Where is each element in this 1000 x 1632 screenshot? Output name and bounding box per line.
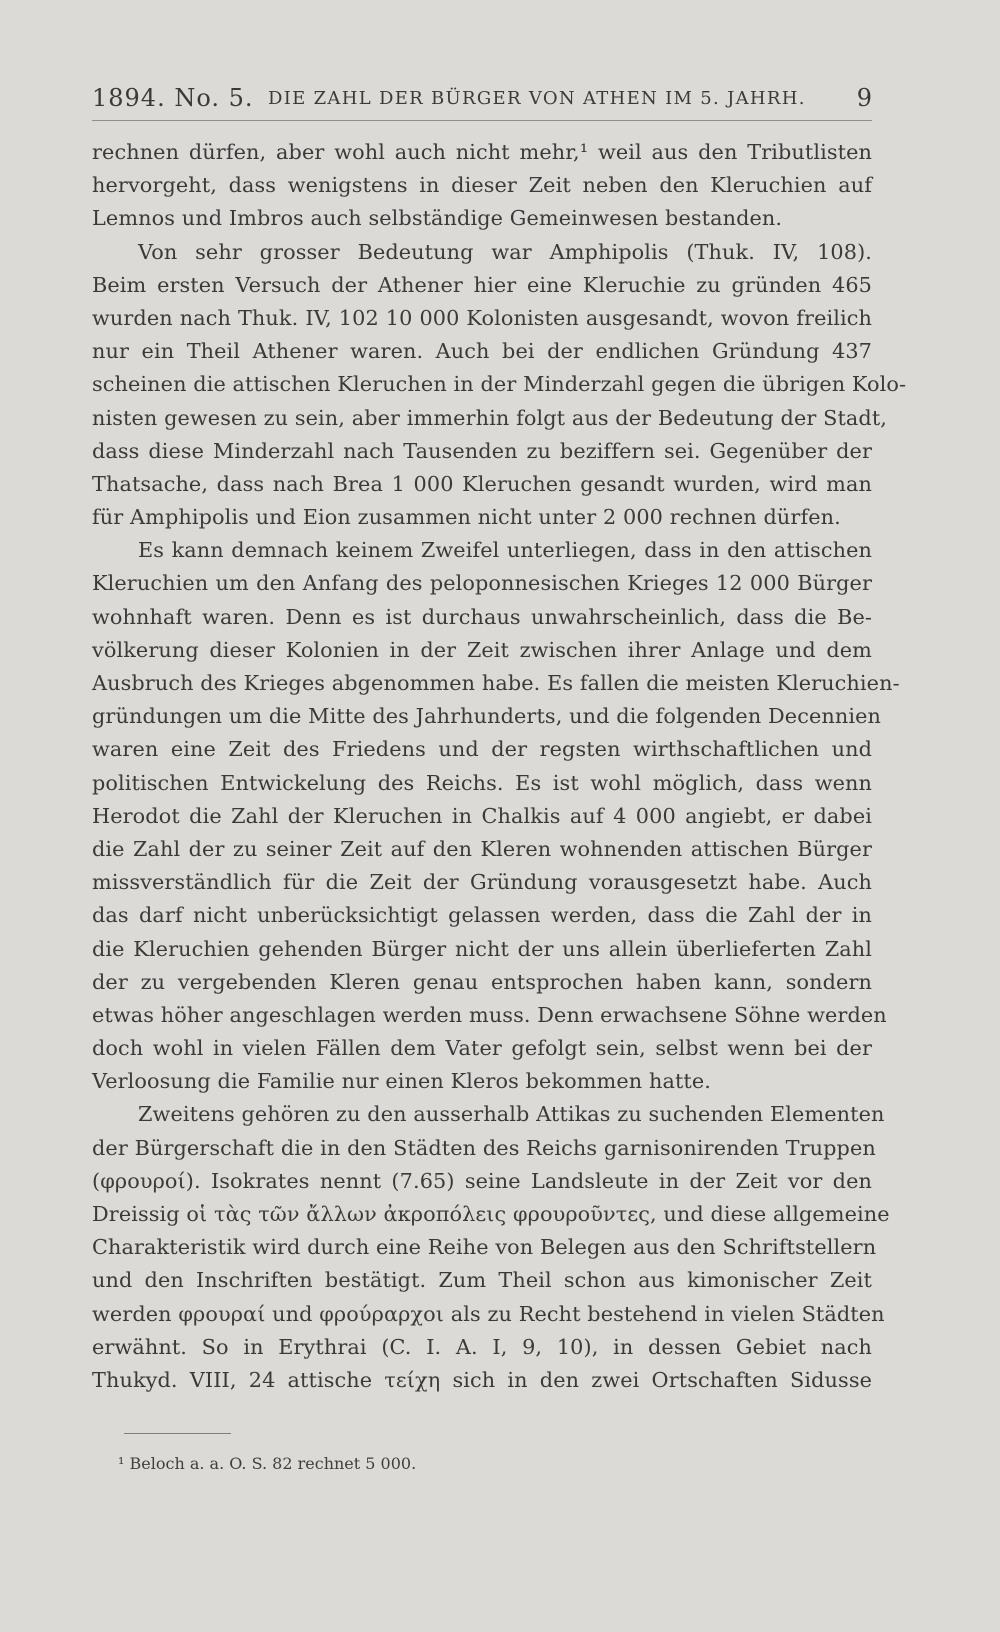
text-line: Thatsache, dass nach Brea 1 000 Kleruchen gesandt wurden, wird man — [92, 471, 872, 496]
running-header — [92, 80, 872, 120]
footnote-rule — [124, 1433, 231, 1434]
text-line: wurden nach Thuk. IV, 102 10 000 Kolonisten ausgesandt, wovon freilich — [92, 305, 872, 330]
text-line: dass diese Minderzahl nach Tausenden zu beziffern sei. Gegenüber der — [92, 438, 872, 463]
text-line: völkerung dieser Kolonien in der Zeit zwischen ihrer Anlage und dem — [92, 637, 872, 662]
text-line: etwas höher angeschlagen werden muss. Denn erwachsene Söhne werden — [92, 1002, 887, 1027]
text-line: und den Inschriften bestätigt. Zum Theil schon aus kimonischer Zeit — [92, 1268, 872, 1293]
text-line: werden φρουραί und φρούραρχοι als zu Recht bestehend in vielen Städten — [92, 1301, 885, 1326]
body-text — [92, 136, 907, 1397]
text-line: politischen Entwickelung des Reichs. Es ist wohl möglich, dass wenn — [92, 770, 872, 795]
text-line: wohnhaft waren. Denn es ist durchaus unwahrscheinlich, dass die Be- — [92, 604, 872, 629]
text-line: die Zahl der zu seiner Zeit auf den Kleren wohnenden attischen Bürger — [92, 836, 872, 861]
text-line: Charakteristik wird durch eine Reihe von Belegen aus den Schriftstellern — [92, 1235, 877, 1260]
text-line: Lemnos und Imbros auch selbständige Gemeinwesen bestanden. — [92, 206, 783, 231]
text-line: der Bürgerschaft die in den Städten des Reichs garnisonirenden Truppen — [92, 1135, 876, 1160]
text-line: waren eine Zeit des Friedens und der regsten wirthschaftlichen und — [92, 737, 872, 762]
text-line: gründungen um die Mitte des Jahrhunderts, und die folgenden Decennien — [92, 704, 882, 729]
text-line: rechnen dürfen, aber wohl auch nicht mehr,¹ weil aus den Tributlisten — [92, 140, 872, 164]
text-line: Dreissig οἱ τὰς τῶν ἄλλων ἀκροπόλεις φρουροῦντες, und diese allgemeine — [92, 1202, 890, 1226]
text-line: hervorgeht, dass wenigstens in dieser Zeit neben den Kleruchien auf — [92, 173, 872, 198]
text-line: scheinen die attischen Kleruchen in der Minderzahl gegen die übrigen Kolo- — [92, 372, 907, 397]
header-rule — [92, 120, 872, 121]
text-line: Herodot die Zahl der Kleruchen in Chalkis auf 4 000 angiebt, er dabei — [92, 803, 872, 828]
footnote: ¹ Beloch a. a. O. S. 82 rechnet 5 000. — [118, 1454, 417, 1473]
text-line: Thukyd. VIII, 24 attische τείχη sich in den zwei Ortschaften Sidusse — [92, 1367, 872, 1392]
header-title: DIE ZAHL DER BÜRGER VON ATHEN IM 5. JAHRH. — [268, 88, 806, 109]
text-line: doch wohl in vielen Fällen dem Vater gefolgt sein, selbst wenn bei der — [92, 1036, 872, 1061]
header-issue: 1894. No. 5. — [92, 84, 254, 112]
text-line: Es kann demnach keinem Zweifel unterliegen, dass in den attischen — [138, 538, 872, 563]
text-line: Von sehr grosser Bedeutung war Amphipolis (Thuk. IV, 108). — [138, 239, 872, 264]
text-line: Beim ersten Versuch der Athener hier eine Kleruchie zu gründen 465 — [92, 272, 872, 297]
text-line: nisten gewesen zu sein, aber immerhin folgt aus der Bedeutung der Stadt, — [92, 405, 888, 430]
text-line: Kleruchien um den Anfang des peloponnesischen Krieges 12 000 Bürger — [92, 571, 872, 596]
text-line: Ausbruch des Krieges abgenommen habe. Es fallen die meisten Kleruchien- — [92, 671, 900, 695]
page-number: 9 — [856, 84, 872, 112]
text-line: erwähnt. So in Erythrai (C. I. A. I, 9, 10), in dessen Gebiet nach — [92, 1334, 872, 1359]
text-line: Verloosung die Familie nur einen Kleros bekommen hatte. — [92, 1069, 711, 1094]
text-line: missverständlich für die Zeit der Gründung vorausgesetzt habe. Auch — [92, 870, 872, 895]
text-line: der zu vergebenden Kleren genau entsprochen haben kann, sondern — [92, 969, 872, 994]
text-line: die Kleruchien gehenden Bürger nicht der uns allein überlieferten Zahl — [92, 936, 872, 961]
text-line: Zweitens gehören zu den ausserhalb Attikas zu suchenden Elementen — [138, 1102, 885, 1127]
text-line: (φρουροί). Isokrates nennt (7.65) seine Landsleute in der Zeit vor den — [92, 1168, 872, 1193]
text-line: für Amphipolis und Eion zusammen nicht unter 2 000 rechnen dürfen. — [92, 505, 841, 530]
text-line: nur ein Theil Athener waren. Auch bei der endlichen Gründung 437 — [92, 339, 872, 364]
text-line: das darf nicht unberücksichtigt gelassen werden, dass die Zahl der in — [92, 903, 872, 928]
